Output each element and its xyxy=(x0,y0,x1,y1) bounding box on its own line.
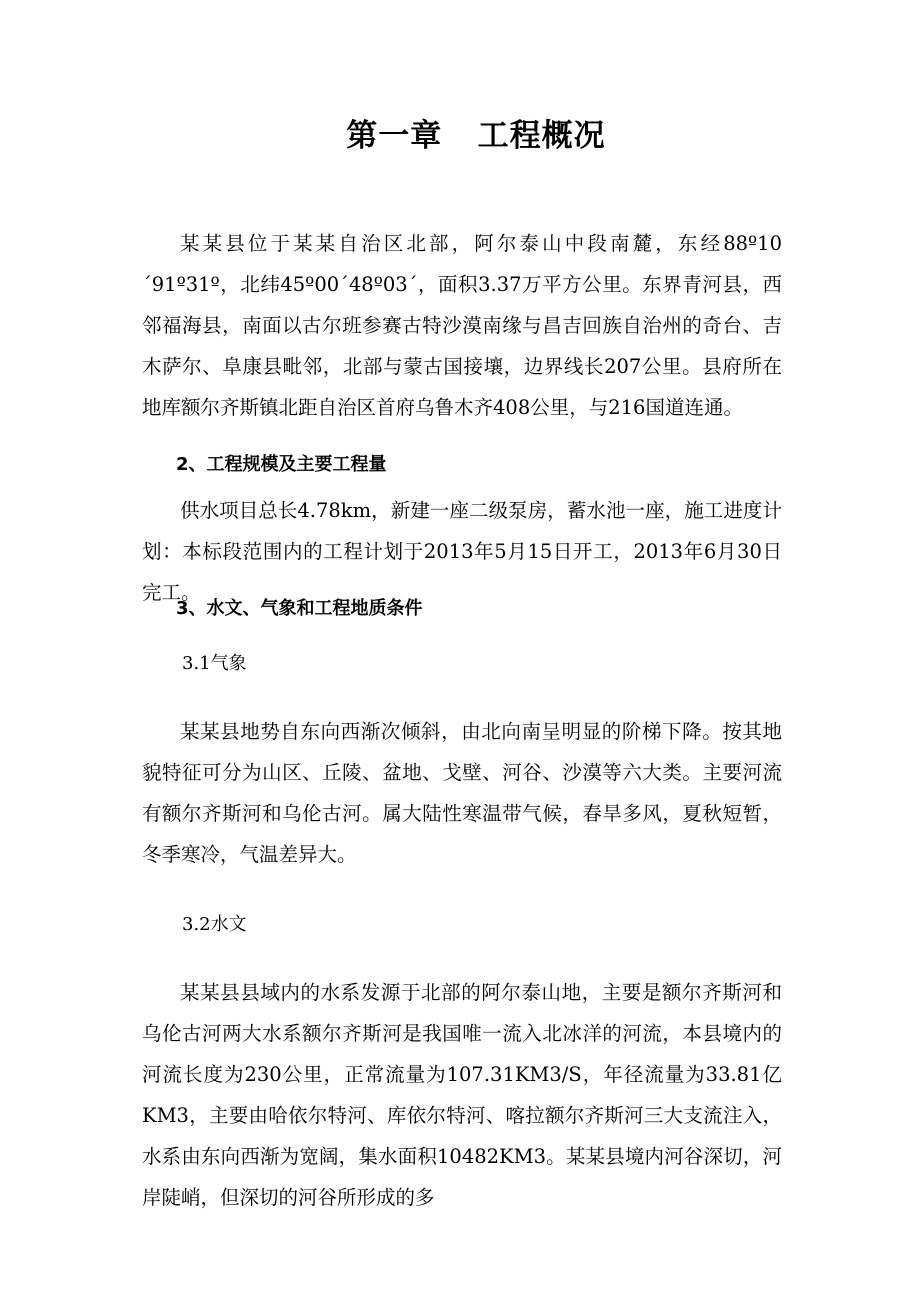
section-3-2-heading: 3.2水文 xyxy=(182,914,247,935)
section-3-1-paragraph: 某某县地势自东向西渐次倾斜，由北向南呈明显的阶梯下降。按其地貌特征可分为山区、丘陵、盆地、戈壁、河谷、沙漠等六大类。主要河流有额尔齐斯河和乌伦古河。属大陆性寒温带气候，春旱多风，夏秋短暂，冬季寒冷，气温差异大。 xyxy=(142,720,782,866)
intro-paragraph: 某某县位于某某自治区北部，阿尔泰山中段南麓，东经88º10´91º31º，北纬45º00´48º03´，面积3.37万平方公里。东界青河县，西邻福海县，南面以古尔班参赛古特沙漠南缘与昌吉回族自治州的奇台、吉木萨尔、阜康县毗邻，北部与蒙古国接壤，边界线长207公里。县府所在地库额尔齐斯镇北距自治区首府乌鲁木齐408公里，与216国道连通。 xyxy=(142,232,782,419)
section-2-paragraph: 供水项目总长4.78km，新建一座二级泵房，蓄水池一座，施工进度计划：本标段范围内的工程计划于2013年5月15日开工，2013年6月30日完工。 xyxy=(142,499,782,604)
section-3-heading: 3、水文、气象和工程地质条件 xyxy=(176,598,423,619)
section-3-1-heading: 3.1气象 xyxy=(182,653,247,674)
section-3-2-paragraph: 某某县县域内的水系发源于北部的阿尔泰山地，主要是额尔齐斯河和乌伦古河两大水系额尔齐斯河是我国唯一流入北冰洋的河流，本县境内的河流长度为230公里，正常流量为107.31KM3/S，年径流量为33.81亿KM3，主要由哈依尔特河、库依尔特河、喀拉额尔齐斯河三大支流注入，水系由东向西渐为宽阔，集水面积10482KM3。某某县境内河谷深切，河岸陡峭，但深切的河谷所形成的多 xyxy=(142,981,782,1209)
section-2-heading: 2、工程规模及主要工程量 xyxy=(176,454,387,475)
chapter-title: 第一章 工程概况 xyxy=(346,118,606,154)
